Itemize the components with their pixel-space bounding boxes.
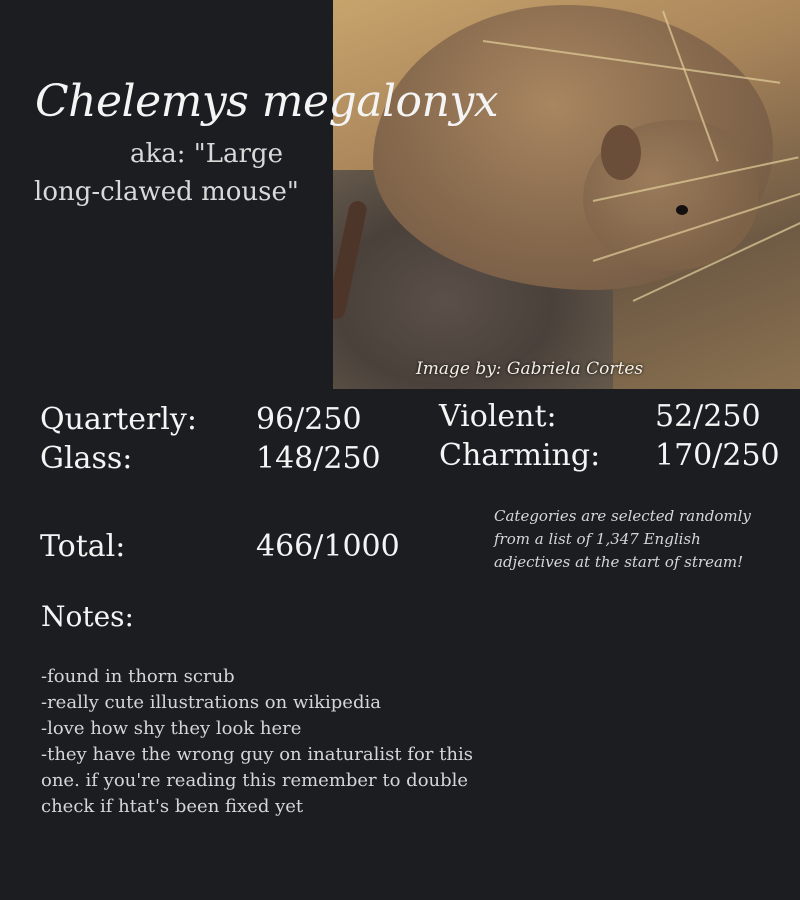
- stat-value-charming: 170/250: [655, 438, 780, 473]
- photo-mouse-eye: [676, 205, 688, 215]
- categories-note: Categories are selected randomly from a list of 1,347 English adjectives at the start of stream!: [494, 507, 751, 571]
- note-item: -found in thorn scrub: [41, 666, 235, 687]
- notes-heading: Notes:: [41, 600, 134, 633]
- stat-label-charming: Charming:: [439, 438, 601, 473]
- photo-mouse-ear: [601, 125, 641, 180]
- mouse-photo: [333, 0, 800, 389]
- note-item: -love how shy they look here: [41, 718, 302, 739]
- total-value: 466/1000: [256, 529, 400, 564]
- stat-value-quarterly: 96/250: [256, 402, 362, 437]
- note-item: -really cute illustrations on wikipedia: [41, 692, 381, 713]
- stat-label-violent: Violent:: [439, 399, 557, 434]
- stat-label-glass: Glass:: [40, 441, 133, 476]
- notes-list: [41, 664, 511, 820]
- species-title: Chelemys megalonyx: [35, 76, 499, 127]
- stat-label-quarterly: Quarterly:: [40, 402, 197, 437]
- stat-value-glass: 148/250: [256, 441, 381, 476]
- common-name: aka: "Large long-clawed mouse": [34, 139, 299, 207]
- note-item: -they have the wrong guy on inaturalist for this one. if you're reading this remember to double check if htat's been fixed yet: [41, 744, 473, 817]
- total-label: Total:: [40, 529, 126, 564]
- stat-value-violent: 52/250: [655, 399, 761, 434]
- image-caption: Image by: Gabriela Cortes: [416, 359, 644, 379]
